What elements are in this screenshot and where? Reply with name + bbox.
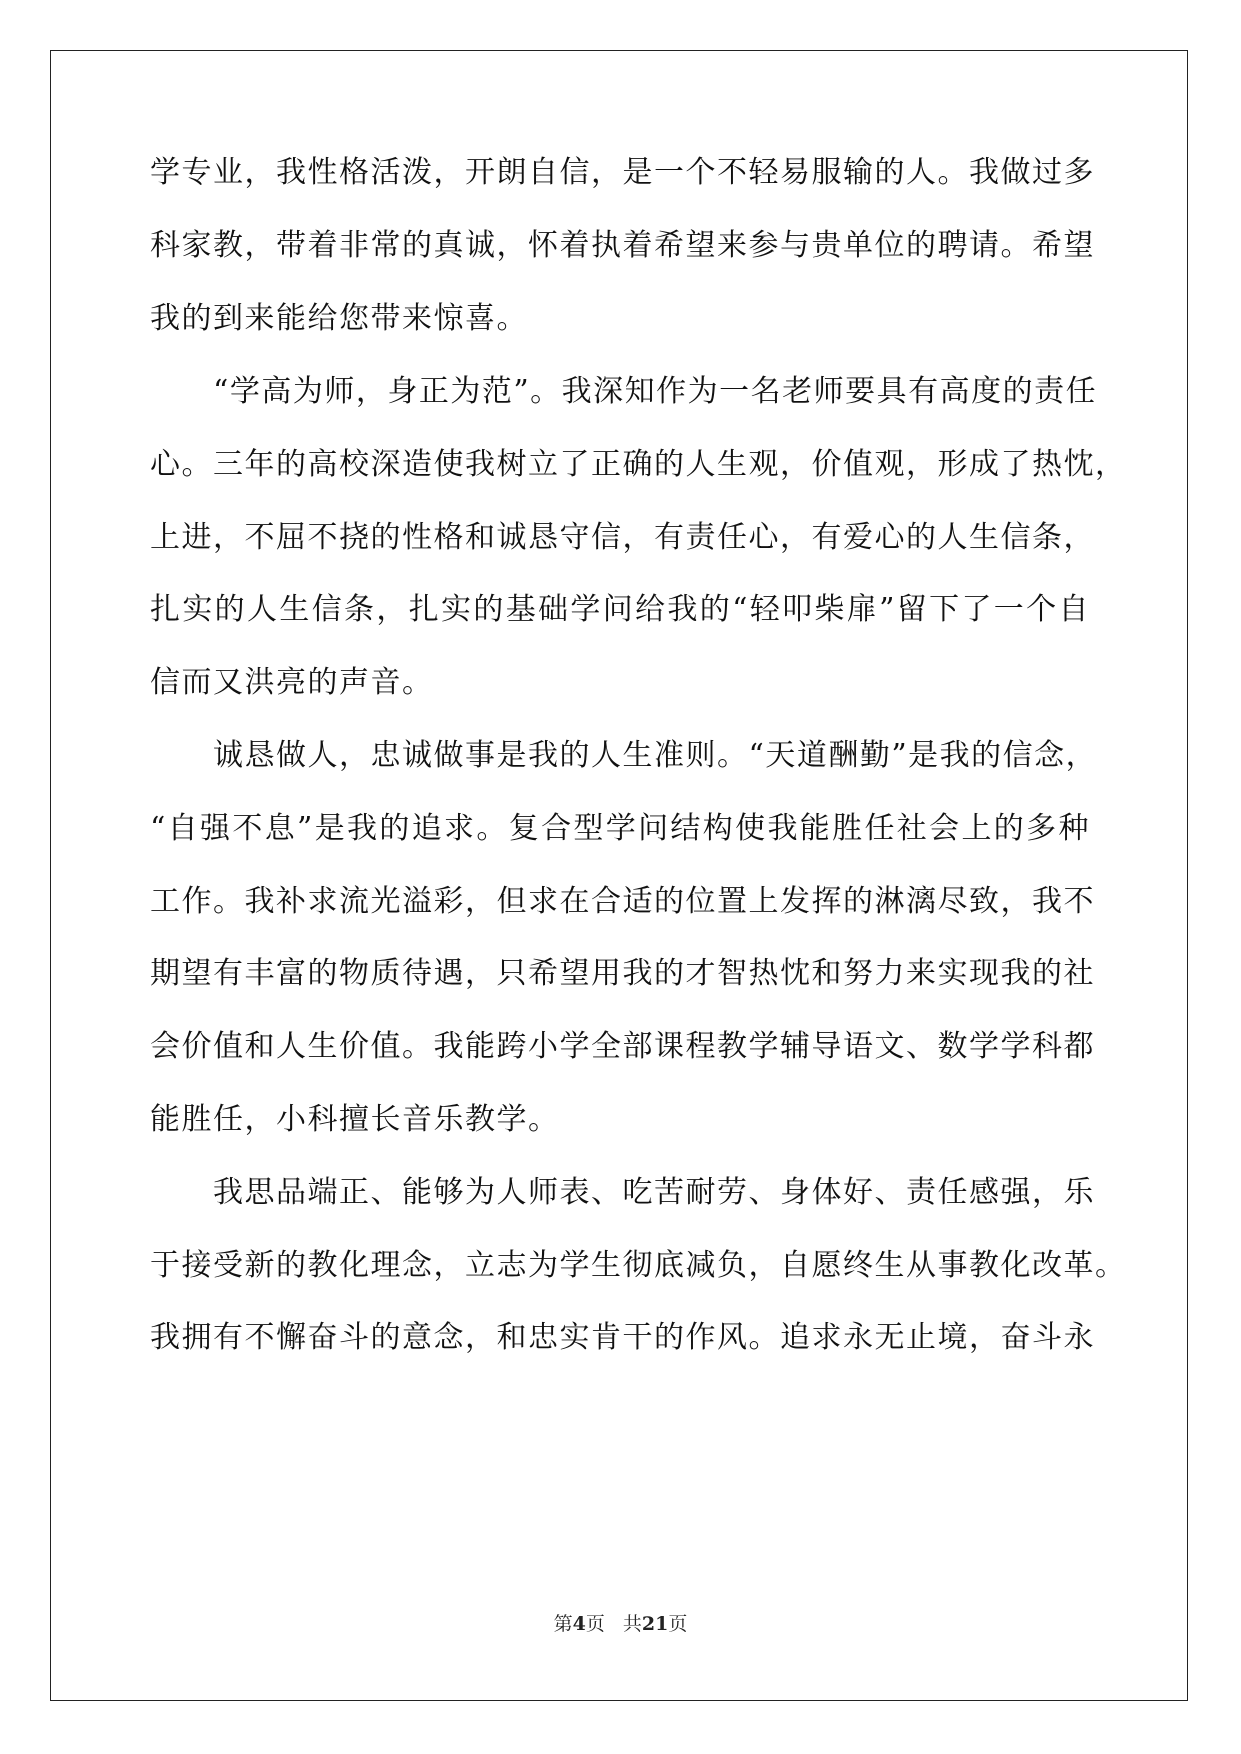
total-pages-label: 共21页 — [622, 1613, 688, 1635]
text-line: 我思品端正、能够为人师表、吃苦耐劳、身体好、责任感强，乐 — [150, 1175, 1095, 1210]
text-line: 工作。我补求流光溢彩，但求在合适的位置上发挥的淋漓尽致，我不 — [150, 884, 1095, 919]
text-line: 扎实的人生信条，扎实的基础学问给我的“轻叩柴扉”留下了一个自 — [150, 592, 1090, 627]
text-line: 我的到来能给您带来惊喜。 — [150, 301, 528, 336]
text-line: 我拥有不懈奋斗的意念，和忠实肯干的作风。追求永无止境，奋斗永 — [150, 1320, 1095, 1355]
text-line: 诚恳做人，忠诚做事是我的人生准则。“天道酬勤”是我的信念， — [150, 738, 1098, 773]
text-line: 学专业，我性格活泼，开朗自信，是一个不轻易服输的人。我做过多 — [150, 155, 1095, 190]
page-footer — [0, 1612, 1241, 1636]
text-line: “学高为师，身正为范”。我深知作为一名老师要具有高度的责任 — [150, 374, 1098, 409]
text-line: 科家教，带着非常的真诚，怀着执着希望来参与贵单位的聘请。希望 — [150, 228, 1095, 263]
text-line: 信而又洪亮的声音。 — [150, 665, 434, 700]
current-page-number: 4 — [572, 1613, 586, 1635]
text-line: 期望有丰富的物质待遇，只希望用我的才智热忱和努力来实现我的社 — [150, 956, 1095, 991]
page-number-label: 第4页 — [553, 1613, 605, 1635]
text-line: “自强不息”是我的追求。复合型学问结构使我能胜任社会上的多种 — [150, 811, 1090, 846]
total-page-count: 21 — [641, 1613, 669, 1635]
text-line: 会价值和人生价值。我能跨小学全部课程教学辅导语文、数学学科都 — [150, 1029, 1095, 1064]
text-line: 于接受新的教化理念，立志为学生彻底减负，自愿终生从事教化改革。 — [150, 1248, 1127, 1283]
text-line: 上进，不屈不挠的性格和诚恳守信，有责任心，有爱心的人生信条， — [150, 520, 1095, 555]
text-line: 能胜任，小科擅长音乐教学。 — [150, 1102, 560, 1137]
text-line: 心。三年的高校深造使我树立了正确的人生观，价值观，形成了热忱， — [150, 447, 1127, 482]
